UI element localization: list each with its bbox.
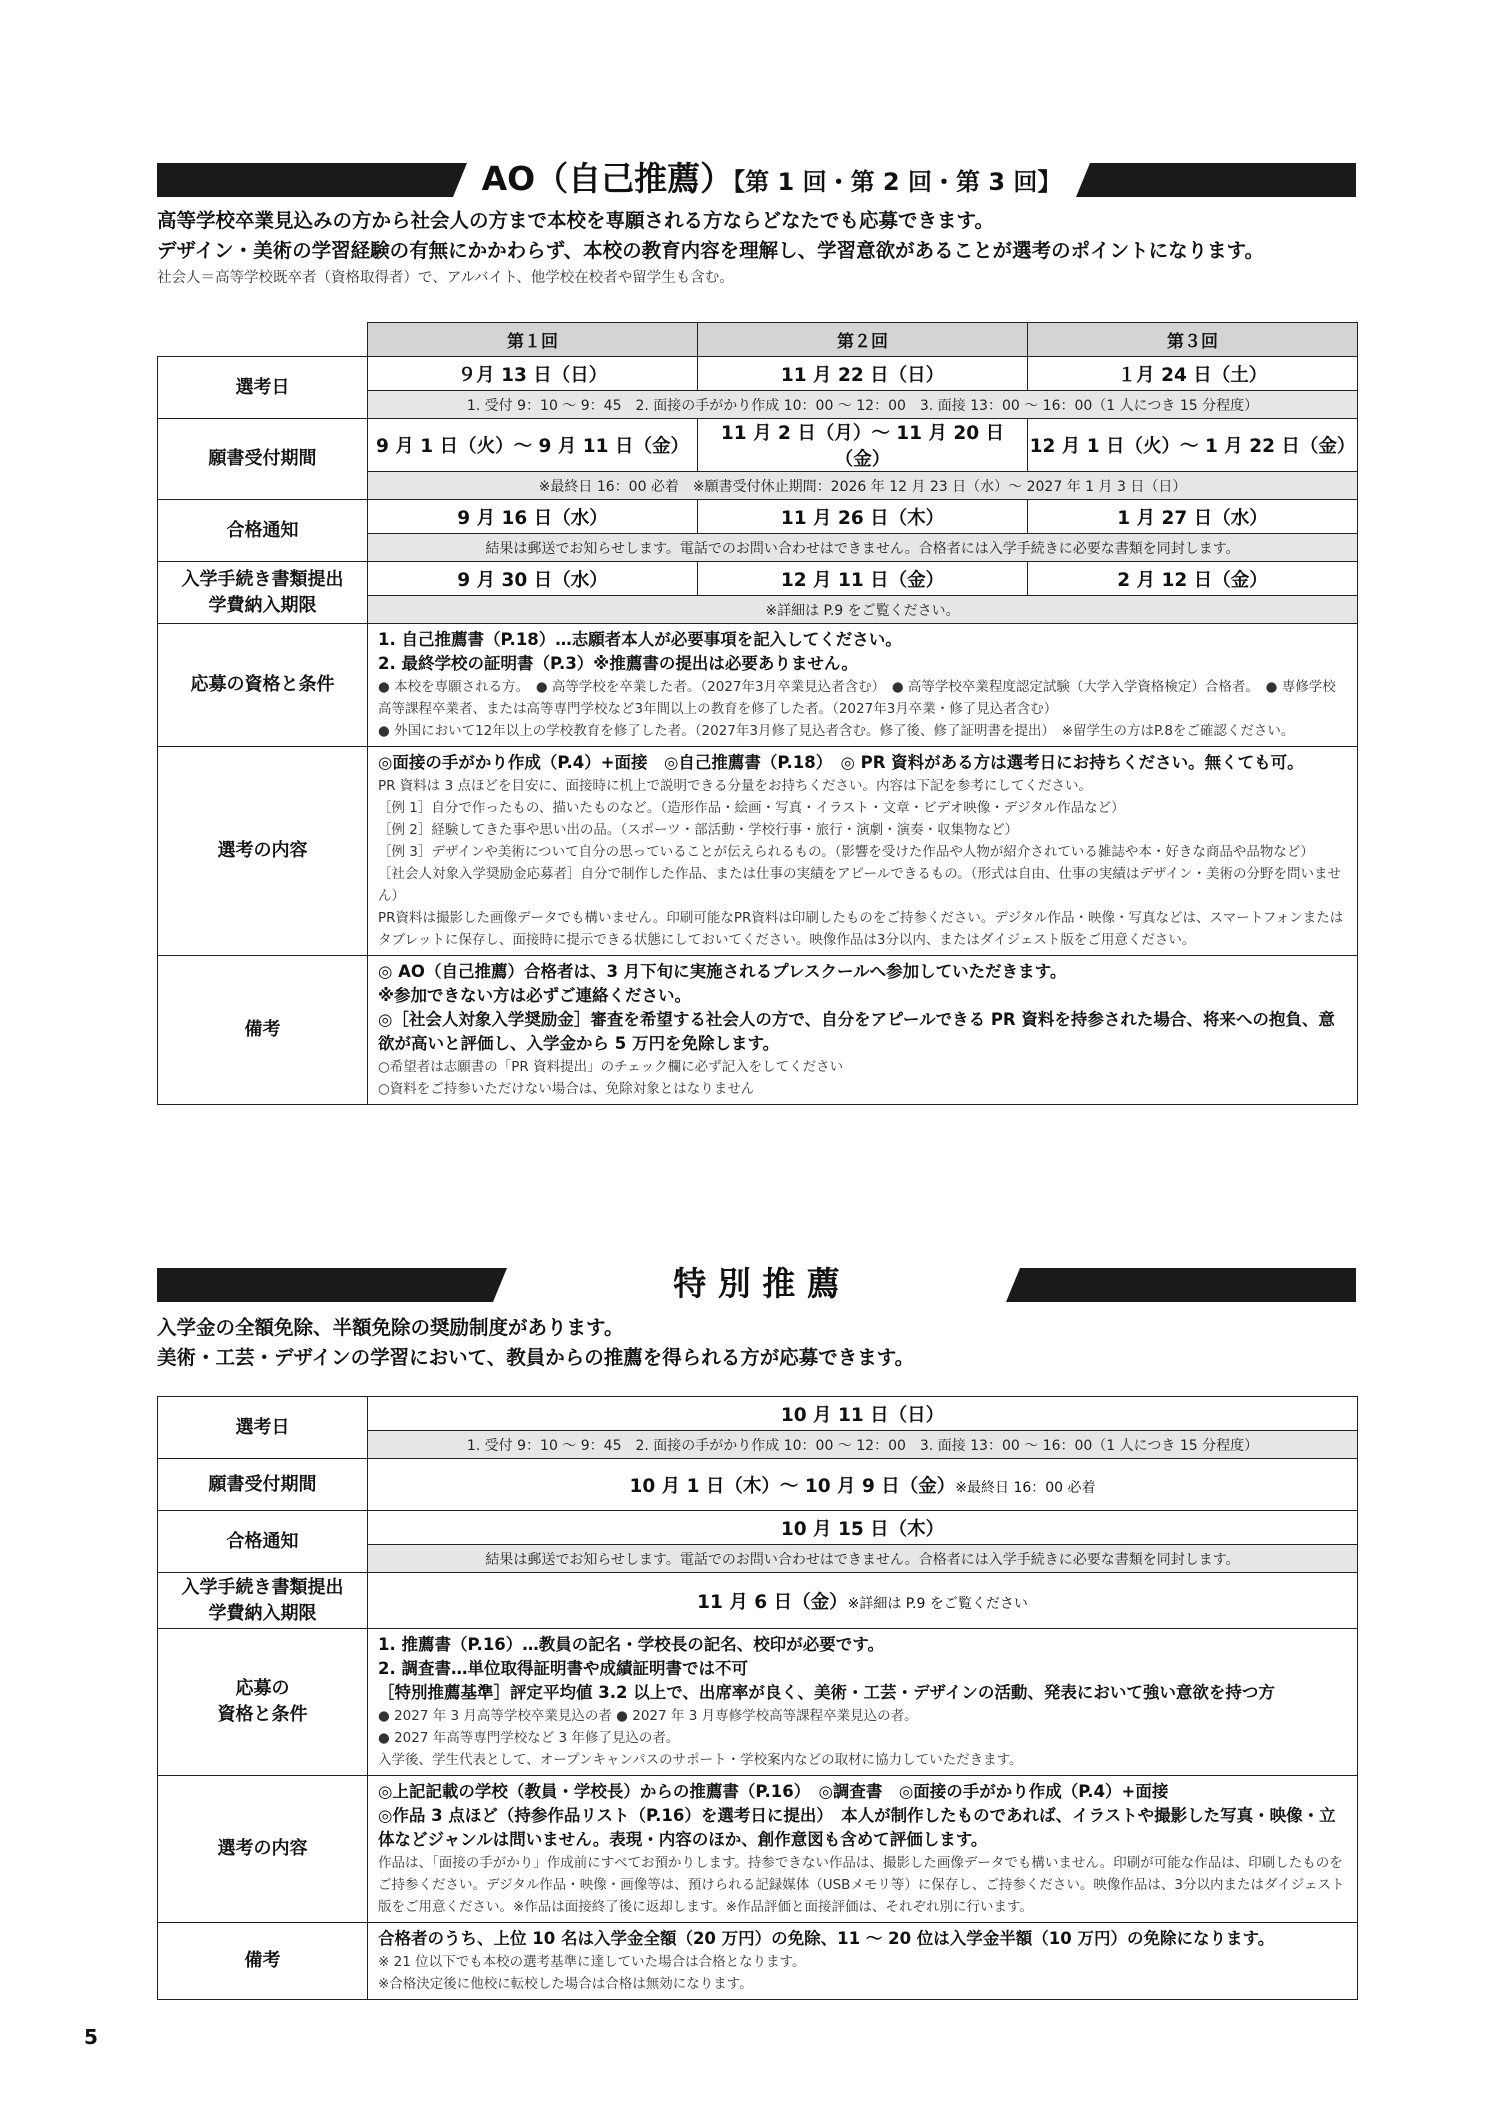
row-label-line: 資格と条件 <box>217 1704 308 1725</box>
ao-title-sub: 【第 1 回・第 2 回・第 3 回】 <box>733 168 1062 196</box>
ao-intro-note: 社会人＝高等学校既卒者（資格取得者）で、アルバイト、他学校在校者や留学生も含む。 <box>157 270 734 286</box>
table-row <box>158 956 1358 1105</box>
selection-detail: ［例 2］経験してきた事や思い出の品。（スポーツ・部活動・学校行事・旅行・演劇・演奏・収集物など） <box>378 822 1019 838</box>
result-date-cell: 9 月 16 日（水） <box>368 500 698 534</box>
selection-detail: PR 資料は 3 点ほどを目安に、面接時に机上で説明できる分量をお持ちください。内容は下記を参考にしてください。 <box>378 778 1092 794</box>
selection-detail: ［例 3］デザインや美術について自分の思っていることが伝えられるもの。（影響を受けた作品や人物が紹介されている雑誌や本・好きな商品や品物など） <box>378 844 1314 860</box>
row-label-application: 願書受付期間 <box>158 419 368 500</box>
application-period-cell <box>368 1459 1358 1511</box>
remarks-detail: ○希望者は志願書の「PR 資料提出」のチェック欄に必ず記入をしてください <box>378 1059 844 1075</box>
remarks-line: ◎［社会人対象入学奨励金］審査を希望する社会人の方で、自分をアピールできる PR 資料を持参された場合、将来への抱負、意欲が高いと評価し、入学金から 5 万円を免除します。 <box>378 1010 1335 1053</box>
selection-line: ◎上記記載の学校（教員・学校長）からの推薦書（P.16） ◎調査書 ◎面接の手がかり作成（P.4）+面接 <box>378 1782 1169 1801</box>
column-header-round-1: 第１回 <box>368 323 698 357</box>
row-label-remarks: 備考 <box>158 1923 368 2000</box>
eligibility-detail: ● 2027 年 3 月高等学校卒業見込の者 ● 2027 年 3 月専修学校高等課程卒業見込の者。 <box>378 1708 918 1724</box>
row-label-exam-date: 選考日 <box>158 1397 368 1459</box>
eligibility-detail: ● 2027 年高等専門学校など 3 年修了見込の者。 <box>378 1730 680 1746</box>
result-note: 結果は郵送でお知らせします。電話でのお問い合わせはできません。合格者には入学手続きに必要な書類を同封します。 <box>368 1545 1358 1573</box>
result-date-cell: 1 月 27 日（水） <box>1028 500 1358 534</box>
header-bar-right <box>1076 163 1356 197</box>
column-header-round-3: 第３回 <box>1028 323 1358 357</box>
application-period-cell: 11 月 2 日（月）～ 11 月 20 日（金） <box>698 419 1028 472</box>
result-date-cell: 10 月 15 日（木） <box>368 1511 1358 1545</box>
application-note: ※最終日 16：00 必着 ※願書受付休止期間：2026 年 12 月 23 日（水）～ 2027 年 1 月 3 日（日） <box>368 472 1358 500</box>
remarks-line: ◎ AO（自己推薦）合格者は、3 月下旬に実施されるプレスクールへ参加していただきます。 <box>378 962 1067 981</box>
selection-line: ◎作品 3 点ほど（持参作品リスト（P.16）を選考日に提出） 本人が制作したものであれば、イラストや撮影した写真・映像・立体などジャンルは問いません。表現・内容のほか、創作意図も含めて評価します。 <box>378 1806 1336 1849</box>
row-label-eligibility: 応募の資格と条件 <box>158 624 368 747</box>
remarks-line: ※参加できない方は必ずご連絡ください。 <box>378 986 692 1005</box>
column-header-round-2: 第２回 <box>698 323 1028 357</box>
procedure-date-cell: 9 月 30 日（水） <box>368 562 698 596</box>
row-label-result: 合格通知 <box>158 500 368 562</box>
special-title: 特 別 推 薦 <box>673 1264 840 1303</box>
table-row <box>158 747 1358 956</box>
exam-date-cell: ９月 13 日（日） <box>368 357 698 391</box>
eligibility-line: 1. 自己推薦書（P.18）…志願者本人が必要事項を記入してください。 <box>378 630 902 649</box>
row-label-application: 願書受付期間 <box>158 1459 368 1511</box>
eligibility-line: ［特別推薦基準］評定平均値 3.2 以上で、出席率が良く、美術・工芸・デザインの活動、発表において強い意欲を持つ方 <box>378 1683 1275 1702</box>
table-row <box>158 1459 1358 1511</box>
header-bar-left <box>157 163 467 197</box>
special-intro <box>157 1313 1357 1373</box>
selection-cell <box>368 1776 1358 1923</box>
eligibility-detail: 入学後、学生代表として、オープンキャンパスのサポート・学校案内などの取材に協力していただきます。 <box>378 1752 1023 1768</box>
row-label-result: 合格通知 <box>158 1511 368 1573</box>
eligibility-cell <box>368 624 1358 747</box>
selection-line: ◎面接の手がかり作成（P.4）+面接 ◎自己推薦書（P.18） ◎ PR 資料がある方は選考日にお持ちください。無くても可。 <box>378 753 1304 772</box>
remarks-cell <box>368 956 1358 1105</box>
row-label-procedure <box>158 1573 368 1629</box>
exam-date-cell: １月 24 日（土） <box>1028 357 1358 391</box>
row-label-selection: 選考の内容 <box>158 1776 368 1923</box>
procedure-date-note: ※詳細は P.9 をご覧ください <box>847 1595 1028 1612</box>
row-label-line: 学費納入期限 <box>208 594 317 616</box>
row-label-line: 入学手続き書類提出 <box>181 568 344 590</box>
selection-detail: ［例 1］自分で作ったもの、描いたものなど。（造形作品・絵画・写真・イラスト・文章・ビデオ映像・デジタル作品など） <box>378 800 1125 816</box>
table-row <box>158 500 1358 534</box>
procedure-date-cell <box>368 1573 1358 1629</box>
result-note: 結果は郵送でお知らせします。電話でのお問い合わせはできません。合格者には入学手続きに必要な書類を同封します。 <box>368 534 1358 562</box>
special-section-header <box>157 1264 1356 1303</box>
remarks-detail: ※ 21 位以下でも本校の選考基準に達していた場合は合格となります。 <box>378 1954 806 1970</box>
table-header-row <box>158 323 1358 357</box>
result-date-cell: 11 月 26 日（木） <box>698 500 1028 534</box>
eligibility-line: 2. 最終学校の証明書（P.3）※推薦書の提出は必要ありません。 <box>378 654 858 673</box>
table-row <box>158 357 1358 391</box>
table-row <box>158 1573 1358 1629</box>
special-intro-line: 入学金の全額免除、半額免除の奨励制度があります。 <box>157 1316 624 1339</box>
row-label-line: 入学手続き書類提出 <box>181 1576 344 1598</box>
row-label-selection: 選考の内容 <box>158 747 368 956</box>
procedure-date-cell: 12 月 11 日（金） <box>698 562 1028 596</box>
header-bar-left <box>157 1268 507 1302</box>
table-row <box>158 1511 1358 1545</box>
table-row <box>158 1629 1358 1776</box>
selection-detail: 作品は、「面接の手がかり」作成前にすべてお預かりします。持参できない作品は、撮影した画像データでも構いません。印刷が可能な作品は、印刷したものをご持参ください。デジタル作品・映像・画像等は、預けられる記録媒体（USBメモリ等）に保存し、ご持参ください。映像作品は、3分以内またはダイジェスト版をご用意ください。※作品は面接終了後に返却します。※作品評価と面接評価は、それぞれ別に行います。 <box>378 1855 1345 1915</box>
ao-intro <box>157 206 1357 290</box>
ao-section-header <box>157 159 1356 198</box>
eligibility-cell <box>368 1629 1358 1776</box>
selection-detail: ［社会人対象入学奨励金応募者］自分で制作した作品、または仕事の実績をアピールできるもの。（形式は自由、仕事の実績はデザイン・美術の分野を問いません） <box>378 866 1341 904</box>
table-row <box>158 624 1358 747</box>
remarks-cell <box>368 1923 1358 2000</box>
table-row <box>158 562 1358 596</box>
exam-date-cell: 10 月 11 日（日） <box>368 1397 1358 1431</box>
eligibility-line: 2. 調査書…単位取得証明書や成績証明書では不可 <box>378 1659 748 1678</box>
blank-cell <box>158 323 368 357</box>
selection-cell <box>368 747 1358 956</box>
table-row <box>158 1923 1358 2000</box>
procedure-date-value: 11 月 6 日（金） <box>697 1591 848 1613</box>
remarks-line: 合格者のうち、上位 10 名は入学金全額（20 万円）の免除、11 ～ 20 位は入学金半額（10 万円）の免除になります。 <box>378 1929 1275 1948</box>
table-row <box>158 1776 1358 1923</box>
special-intro-line: 美術・工芸・デザインの学習において、教員からの推薦を得られる方が応募できます。 <box>157 1346 915 1369</box>
ao-intro-line: デザイン・美術の学習経験の有無にかかわらず、本校の教育内容を理解し、学習意欲があることが選考のポイントになります。 <box>157 239 1265 262</box>
eligibility-detail: ● 本校を専願される方。 ● 高等学校を卒業した者。（2027年3月卒業見込者含む） ● 高等学校卒業程度認定試験（大学入学資格検定）合格者。 ● 専修学校高等課程卒業者、または高等専門学校など3年間以上の教育を修了した者。（2027年3月卒業・修了見込者含む） <box>378 679 1336 717</box>
application-period-value: 10 月 1 日（木）～ 10 月 9 日（金） <box>629 1475 956 1497</box>
procedure-date-cell: 2 月 12 日（金） <box>1028 562 1358 596</box>
row-label-line: 応募の <box>235 1678 290 1699</box>
application-period-cell: 12 月 1 日（火）～ 1 月 22 日（金） <box>1028 419 1358 472</box>
eligibility-line: 1. 推薦書（P.16）…教員の記名・学校長の記名、校印が必要です。 <box>378 1635 884 1654</box>
ao-title-main: AO（自己推薦） <box>481 159 734 198</box>
application-period-note: ※最終日 16：00 必着 <box>955 1479 1096 1496</box>
application-period-cell: 9 月 1 日（火）～ 9 月 11 日（金） <box>368 419 698 472</box>
eligibility-detail: ● 外国において12年以上の学校教育を修了した者。（2027年3月修了見込者含む。修了後、修了証明書を提出） ※留学生の方はP.8をご確認ください。 <box>378 723 1295 739</box>
page-number: 5 <box>84 2025 98 2049</box>
row-label-exam-date: 選考日 <box>158 357 368 419</box>
exam-schedule-note: 1. 受付 9：10 ～ 9：45 2. 面接の手がかり作成 10：00 ～ 12：00 3. 面接 13：00 ～ 16：00（1 人につき 15 分程度） <box>368 391 1358 419</box>
remarks-detail: ○資料をご持参いただけない場合は、免除対象とはなりません <box>378 1081 755 1097</box>
ao-section-title <box>467 159 1076 199</box>
exam-date-cell: 11 月 22 日（日） <box>698 357 1028 391</box>
remarks-detail: ※合格決定後に他校に転校した場合は合格は無効になります。 <box>378 1976 753 1992</box>
row-label-eligibility <box>158 1629 368 1776</box>
special-section-title <box>507 1264 1006 1304</box>
ao-schedule-table <box>157 322 1358 1105</box>
selection-detail: PR資料は撮影した画像データでも構いません。印刷可能なPR資料は印刷したものをご持参ください。デジタル作品・映像・写真などは、スマートフォンまたはタブレットに保存し、面接時に提示できる状態にしておいてください。映像作品は3分以内、またはダイジェスト版をご用意ください。 <box>378 910 1344 948</box>
table-row <box>158 1397 1358 1431</box>
row-label-remarks: 備考 <box>158 956 368 1105</box>
header-bar-right <box>1006 1268 1356 1302</box>
ao-intro-line: 高等学校卒業見込みの方から社会人の方まで本校を専願される方ならどなたでも応募できます。 <box>157 209 994 232</box>
table-row <box>158 419 1358 472</box>
special-schedule-table <box>157 1396 1358 2000</box>
row-label-line: 学費納入期限 <box>208 1602 317 1624</box>
procedure-note: ※詳細は P.9 をご覧ください。 <box>368 596 1358 624</box>
row-label-procedure <box>158 562 368 624</box>
exam-schedule-note: 1. 受付 9：10 ～ 9：45 2. 面接の手がかり作成 10：00 ～ 12：00 3. 面接 13：00 ～ 16：00（1 人につき 15 分程度） <box>368 1431 1358 1459</box>
